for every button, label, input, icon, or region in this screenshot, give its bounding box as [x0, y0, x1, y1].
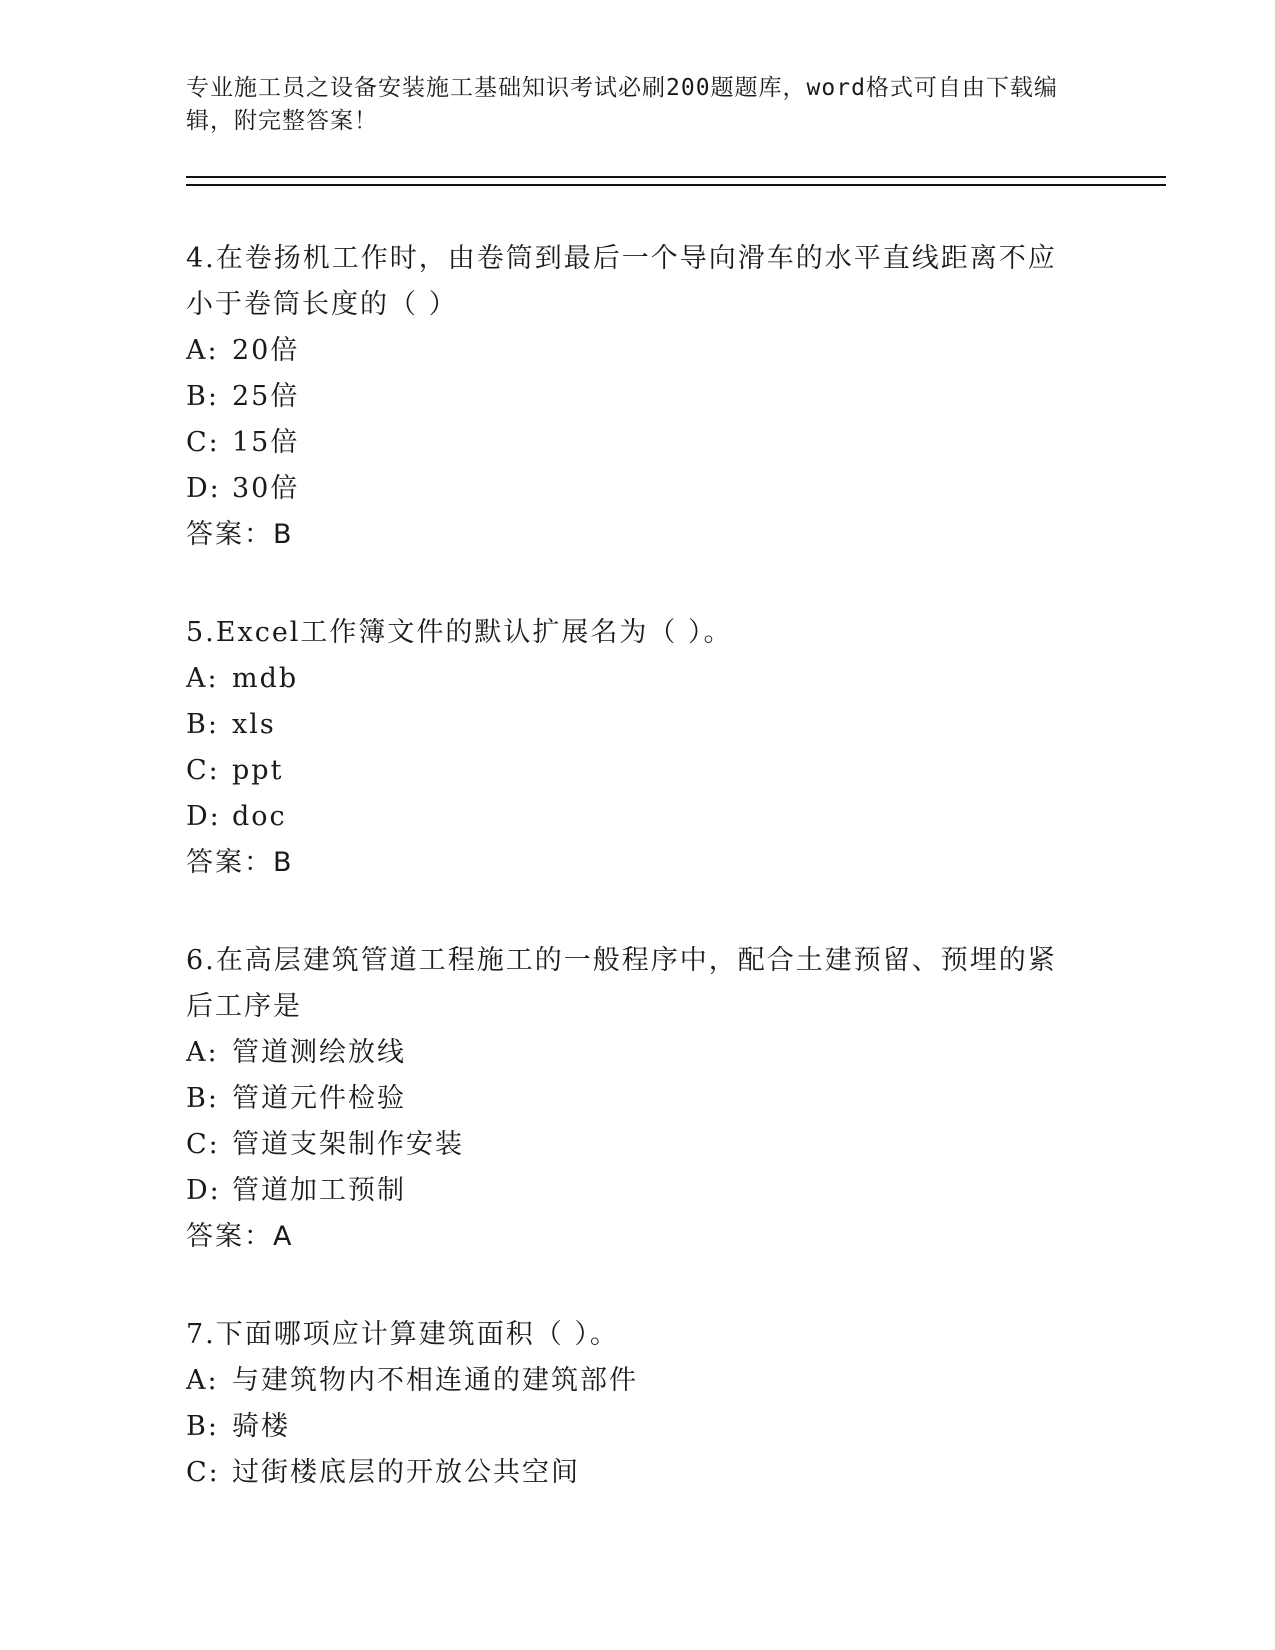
option-text: 15倍: [232, 427, 300, 458]
question-text: 4.在卷扬机工作时，由卷筒到最后一个导向滑车的水平直线距离不应小于卷筒长度的（ ）: [186, 243, 1057, 320]
option-text: ppt: [232, 755, 284, 786]
option-b: [186, 702, 1166, 748]
question-7: [186, 1312, 1166, 1496]
question-4: [186, 236, 1166, 558]
option-c: [186, 420, 1166, 466]
option-text: 管道加工预制: [232, 1175, 406, 1206]
question-text: 5.Excel工作簿文件的默认扩展名为（ ）。: [186, 617, 733, 648]
option-a: [186, 328, 1166, 374]
question-text: 6.在高层建筑管道工程施工的一般程序中，配合土建预留、预埋的紧后工序是: [186, 945, 1057, 1022]
option-text: 25倍: [232, 381, 300, 412]
option-text: 骑楼: [232, 1411, 290, 1442]
option-label: A:: [186, 663, 219, 694]
option-d: [186, 1168, 1166, 1214]
option-label: D:: [186, 1175, 221, 1206]
option-label: C:: [186, 1129, 220, 1160]
question-list: [186, 236, 1166, 1496]
option-text: 30倍: [232, 473, 300, 504]
option-text: 管道支架制作安装: [232, 1129, 464, 1160]
option-label: D:: [186, 473, 221, 504]
option-text: 过街楼底层的开放公共空间: [232, 1457, 580, 1488]
document-header: 专业施工员之设备安装施工基础知识考试必刷200题题库，word格式可自由下载编辑，附完整答案！: [186, 75, 1058, 134]
option-c: [186, 1450, 1166, 1496]
answer-line: 答案：B: [186, 847, 294, 878]
option-text: 管道测绘放线: [232, 1037, 406, 1068]
document-page: [186, 72, 1166, 1496]
option-d: [186, 466, 1166, 512]
option-a: [186, 1358, 1166, 1404]
option-c: [186, 1122, 1166, 1168]
option-a: [186, 656, 1166, 702]
option-b: [186, 1404, 1166, 1450]
option-c: [186, 748, 1166, 794]
option-a: [186, 1030, 1166, 1076]
option-text: doc: [232, 801, 287, 832]
question-text: 7.下面哪项应计算建筑面积（ ）。: [186, 1319, 619, 1350]
option-label: B:: [186, 1411, 219, 1442]
option-label: B:: [186, 381, 219, 412]
option-d: [186, 794, 1166, 840]
option-label: C:: [186, 755, 220, 786]
option-b: [186, 1076, 1166, 1122]
option-label: A:: [186, 1365, 219, 1396]
option-label: D:: [186, 801, 221, 832]
option-label: B:: [186, 1083, 219, 1114]
option-text: xls: [232, 709, 276, 740]
option-text: 20倍: [232, 335, 300, 366]
answer-line: 答案：A: [186, 1221, 294, 1252]
option-label: A:: [186, 335, 219, 366]
option-text: 与建筑物内不相连通的建筑部件: [232, 1365, 638, 1396]
option-label: C:: [186, 427, 220, 458]
answer-line: 答案：B: [186, 519, 294, 550]
option-label: C:: [186, 1457, 220, 1488]
option-text: mdb: [232, 663, 299, 694]
option-text: 管道元件检验: [232, 1083, 406, 1114]
question-5: [186, 610, 1166, 886]
option-label: B:: [186, 709, 219, 740]
option-b: [186, 374, 1166, 420]
header-divider: [186, 176, 1166, 186]
question-6: [186, 938, 1166, 1260]
option-label: A:: [186, 1037, 219, 1068]
